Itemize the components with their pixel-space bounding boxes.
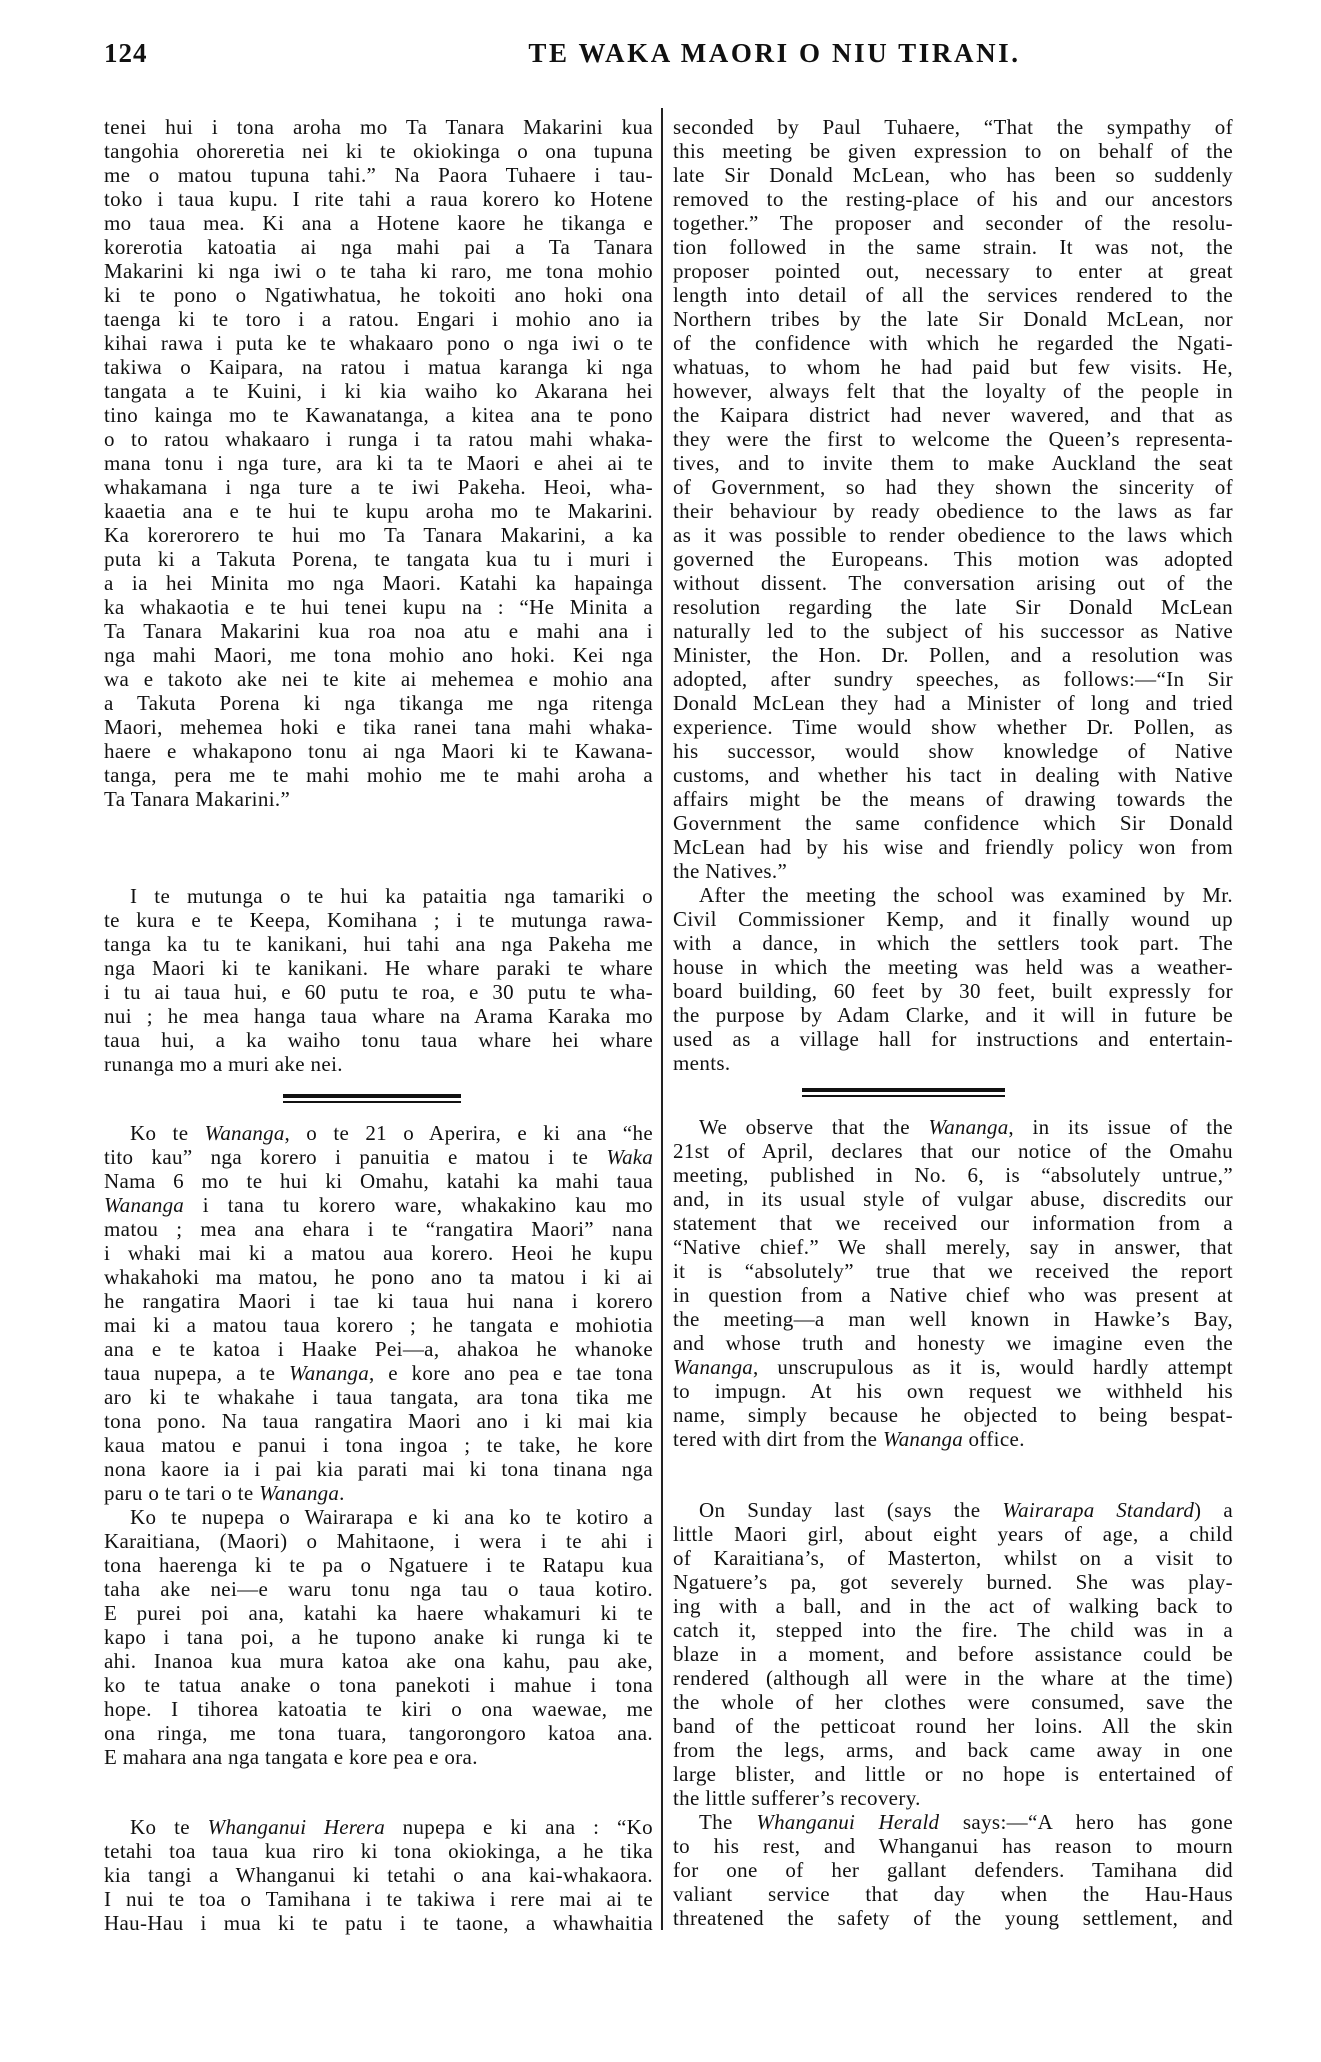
text-line: band of the petticoat round her loins. All the skin (673, 1714, 1233, 1738)
text-line: whakamana i nga ture a te iwi Pakeha. Heoi, wha- (104, 475, 653, 499)
text-line: they were the first to welcome the Queen’s representa- (673, 427, 1233, 451)
text-line: his successor, would show knowledge of Native (673, 739, 1233, 763)
publication-title: Waka (606, 1145, 653, 1169)
text-line: tives, and to invite them to make Auckland the seat (673, 451, 1233, 475)
text-line: I te mutunga o te hui ka pataitia nga tamariki o (130, 884, 653, 908)
text-line: kaaetia ana e te hui te kupu aroha mo te Makarini. (104, 499, 653, 523)
text-line: resolution regarding the late Sir Donald McLean (673, 595, 1233, 619)
publication-title: Wananga (259, 1481, 340, 1505)
text-line: Nama 6 mo te hui ki Omahu, katahi ka mahi taua (104, 1169, 653, 1193)
text-line: Minister, the Hon. Dr. Pollen, and a resolution was (673, 643, 1233, 667)
text-line: ing with a ball, and in the act of walking back to (673, 1594, 1233, 1618)
text-line: board building, 60 feet by 30 feet, built expressly for (673, 979, 1233, 1003)
text-line: Makarini ki nga iwi o te taha ki raro, me tona mohio (104, 259, 653, 283)
text-line: Ngatuere’s pa, got severely burned. She was play- (673, 1570, 1233, 1594)
text-line: ka whakaotia e te hui tenei kupu na : “He Minita a (104, 595, 653, 619)
rule-thin-line (802, 1095, 1005, 1097)
text-line: tangata a te Kuini, i ki kia waiho ko Akarana hei (104, 379, 653, 403)
text-line: the Kaipara district had never wavered, and that as (673, 403, 1233, 427)
text-line: catch it, stepped into the fire. The child was in a (673, 1618, 1233, 1642)
text-line: proposer pointed out, necessary to enter at great (673, 259, 1233, 283)
text-line: korerotia katoatia ai nga mahi pai a Ta Tanara (104, 235, 653, 259)
text-line: I nui te toa o Tamihana i te takiwa i rere mai ai te (104, 1887, 653, 1911)
text-line: nga Maori ki te kanikani. He whare paraki te whare (104, 956, 653, 980)
text-line: Ko te nupepa o Wairarapa e ki ana ko te kotiro a (130, 1505, 653, 1529)
article-section (673, 1115, 1233, 1451)
article-section (104, 1121, 653, 1769)
text-line: the meeting—a man well known in Hawke’s Bay, (673, 1307, 1233, 1331)
running-title: TE WAKA MAORI O NIU TIRANI. (528, 38, 1021, 68)
text-line: tito kau” nga korero i panuitia e matou i te Waka (104, 1145, 653, 1169)
text-line: E mahara ana nga tangata e kore pea e ora. (104, 1745, 478, 1769)
text-line: it is “absolutely” true that we received the report (673, 1259, 1233, 1283)
text-line: experience. Time would show whether Dr. Pollen, as (673, 715, 1233, 739)
paragraph (104, 1815, 653, 1935)
paragraph (104, 1505, 653, 1769)
text-line: paru o te tari o te Wananga. (104, 1481, 345, 1505)
publication-title: Wairarapa Standard (1002, 1498, 1195, 1522)
text-line: Civil Commissioner Kemp, and it finally wound up (673, 907, 1233, 931)
text-line: tanga ka tu te kanikani, hui tahi ana nga Pakeha me (104, 932, 653, 956)
text-line: governed the Europeans. This motion was adopted (673, 547, 1233, 571)
text-line: runanga mo a muri ake nei. (104, 1052, 343, 1076)
text-line: their behaviour by ready obedience to the laws as far (673, 499, 1233, 523)
text-line: taua nupepa, a te Wananga, e kore ano pea e tae tona (104, 1361, 653, 1385)
text-line: kihai rawa i puta ke te whakaaro pono o nga iwi o te (104, 331, 653, 355)
text-line: removed to the resting-place of his and our ancestors (673, 187, 1233, 211)
text-line: late Sir Donald McLean, who has been so suddenly (673, 163, 1233, 187)
section-separator-rule (283, 1094, 461, 1103)
text-line: of Karaitiana’s, of Masterton, whilst on a visit to (673, 1546, 1233, 1570)
text-line: ko te tatua anake o tona panekoti i mahue i tona (104, 1673, 653, 1697)
article-section (104, 1815, 653, 1935)
text-line: nui ; he mea hanga taua whare na Arama Karaka mo (104, 1004, 653, 1028)
text-line: together.” The proposer and seconder of the resolu- (673, 211, 1233, 235)
text-line: adopted, after sundry speeches, as follows:—“In Sir (673, 667, 1233, 691)
text-line: mo taua mea. Ki ana a Hotene kaore he tikanga e (104, 211, 653, 235)
text-line: with a dance, in which the settlers took part. The (673, 931, 1233, 955)
text-line: and, in its usual style of vulgar abuse, discredits our (673, 1187, 1233, 1211)
text-line: te kura e te Keepa, Komihana ; i te mutunga rawa- (104, 908, 653, 932)
text-line: from the legs, arms, and back came away in one (673, 1738, 1233, 1762)
text-line: a ia hei Minita mo nga Maori. Katahi ka hapainga (104, 571, 653, 595)
text-line: kia tangi a Whanganui ki tetahi o ana kai-whakaora. (104, 1863, 653, 1887)
text-line: taenga ki te toro i a ratou. Engari i mohio ano ia (104, 307, 653, 331)
publication-title: Wananga (288, 1361, 369, 1385)
text-line: the Natives.” (673, 859, 788, 883)
text-line: nga mahi Maori, me tona mohio ano hoki. Kei nga (104, 643, 653, 667)
text-line: kaua matou e panui i tona ingoa ; te take, he kore (104, 1433, 653, 1457)
text-line: ki te pono o Ngatiwhatua, he tokoiti ano hoki ona (104, 283, 653, 307)
article-section (104, 884, 653, 1076)
text-line: seconded by Paul Tuhaere, “That the sympathy of (673, 115, 1233, 139)
text-line: to impugn. At his own request we withheld his (673, 1379, 1233, 1403)
text-line: The Whanganui Herald says:—“A hero has gone (699, 1810, 1233, 1834)
text-line: without dissent. The conversation arising out of the (673, 571, 1233, 595)
text-line: whakahoki ma matou, he pono ano ta matou i ki ai (104, 1265, 653, 1289)
text-line: Ta Tanara Makarini.” (104, 787, 291, 811)
text-line: ahi. Inanoa kua mura katoa ake ona kahu, pau ake, (104, 1649, 653, 1673)
article-section (104, 115, 653, 811)
text-line: in question from a Native chief who was present at (673, 1283, 1233, 1307)
column-divider (661, 108, 663, 1930)
text-line: Ka korerorero te hui mo Ta Tanara Makarini, a ka (104, 523, 653, 547)
text-line: kapo i tana poi, a he tupono anake ki runga ki te (104, 1625, 653, 1649)
text-line: rendered (although all were in the whare at the time) (673, 1666, 1233, 1690)
text-line: E purei poi ana, katahi ka haere whakamuri ki te (104, 1601, 653, 1625)
rule-thick-line (802, 1088, 1005, 1092)
text-line: this meeting be given expression to on behalf of the (673, 139, 1233, 163)
text-line: of the confidence with which he regarded the Ngati- (673, 331, 1233, 355)
text-line: mana tonu i nga ture, ara ki ta te Maori e ahei ai te (104, 451, 653, 475)
text-line: Government the same confidence which Sir Donald (673, 811, 1233, 835)
text-line: house in which the meeting was held was a weather- (673, 955, 1233, 979)
paragraph (104, 1121, 653, 1505)
text-line: blaze in a moment, and before assistance could be (673, 1642, 1233, 1666)
text-line: nona kaore ia i pai kia parati mai ki tona tinana nga (104, 1457, 653, 1481)
text-line: used as a village hall for instructions and entertain- (673, 1027, 1233, 1051)
text-line: Ko te Whanganui Herera nupepa e ki ana : “Ko (130, 1815, 654, 1839)
text-line: Hau-Hau i mua ki te patu i te taone, a whawhaitia (104, 1911, 653, 1935)
text-line: tion followed in the same strain. It was not, the (673, 235, 1233, 259)
text-line: threatened the safety of the young settlement, and (673, 1906, 1233, 1930)
text-line: takiwa o Kaipara, na ratou i matua karanga ki nga (104, 355, 653, 379)
article-section (673, 115, 1233, 1075)
text-line: haere e whakapono tonu ai nga Maori ki te Kawana- (104, 739, 653, 763)
paragraph (104, 884, 653, 1076)
text-line: We observe that the Wananga, in its issue of the (699, 1115, 1233, 1139)
text-line: Ta Tanara Makarini kua roa noa atu e mahi ana i (104, 619, 653, 643)
paragraph (673, 115, 1233, 883)
text-line: mai ki a matou taua korero ; he tangata e mohiotia (104, 1313, 653, 1337)
text-line: ona ringa, me tona tuara, tangorongoro katoa ana. (104, 1721, 653, 1745)
text-line: little Maori girl, about eight years of age, a child (673, 1522, 1233, 1546)
text-line: name, simply because he objected to being bespat- (673, 1403, 1233, 1427)
text-line: ana e te katoa i Haake Pei—a, ahakoa he whanoke (104, 1337, 653, 1361)
text-line: meeting, published in No. 6, is “absolutely untrue,” (673, 1163, 1233, 1187)
text-line: Donald McLean they had a Minister of long and tried (673, 691, 1233, 715)
text-line: aro ki te whakahe i taua tangata, ara tona tika me (104, 1385, 653, 1409)
rule-thick-line (283, 1094, 461, 1098)
text-line: the purpose by Adam Clarke, and it will in future be (673, 1003, 1233, 1027)
publication-title: Wananga (673, 1355, 753, 1379)
text-line: Karaitiana, (Maori) o Mahitaone, i wera i te ahi i (104, 1529, 653, 1553)
publication-title: Wananga (104, 1193, 184, 1217)
publication-title: Wananga (882, 1427, 963, 1451)
text-line: matou ; mea ana ehara i te “rangatira Maori” nana (104, 1217, 653, 1241)
text-line: Maori, mehemea hoki e tika ranei tana mahi whaka- (104, 715, 653, 739)
text-line: tona haerenga ki te pa o Ngatuere i te Ratapu kua (104, 1553, 653, 1577)
text-line: “Native chief.” We shall merely, say in answer, that (673, 1235, 1233, 1259)
text-line: to his rest, and Whanganui has reason to mourn (673, 1834, 1233, 1858)
text-line: of Government, so had they shown the sincerity of (673, 475, 1233, 499)
publication-title: Wananga (928, 1115, 1009, 1139)
publication-title: Whanganui Herald (756, 1810, 940, 1834)
paragraph (673, 1115, 1233, 1451)
text-line: a Takuta Porena ki nga tikanga me nga ritenga (104, 691, 653, 715)
text-line: and whose truth and honesty we imagine even the (673, 1331, 1233, 1355)
text-line: naturally led to the subject of his successor as Native (673, 619, 1233, 643)
text-line: me o matou tupuna tahi.” Na Paora Tuhaere i tau- (104, 163, 653, 187)
text-line: customs, and whether his tact in dealing with Native (673, 763, 1233, 787)
text-line: the whole of her clothes were consumed, save the (673, 1690, 1233, 1714)
text-line: i whaki mai ki a matou aua korero. Heoi he kupu (104, 1241, 653, 1265)
text-line: tino kainga mo te Kawanatanga, a kitea ana te pono (104, 403, 653, 427)
text-line: tetahi toa taua kua riro ki tona okiokinga, a he tika (104, 1839, 653, 1863)
page-number: 124 (104, 38, 148, 68)
text-line: On Sunday last (says the Wairarapa Standard) a (699, 1498, 1233, 1522)
text-line: Wananga i tana tu korero ware, whakakino kau mo (104, 1193, 653, 1217)
text-line: tona pono. Na taua rangatira Maori ano i ki mai kia (104, 1409, 653, 1433)
text-line: the little sufferer’s recovery. (673, 1786, 921, 1810)
text-line: as it was possible to render obedience to the laws which (673, 523, 1233, 547)
paragraph (673, 1810, 1233, 1930)
publication-title: Whanganui Herera (207, 1815, 385, 1839)
text-line: hope. I tihorea katoatia te kiri o ona waewae, me (104, 1697, 653, 1721)
text-line: however, always felt that the loyalty of the people in (673, 379, 1233, 403)
text-line: wa e takoto ake nei te kite ai mehemea e mohio ana (104, 667, 653, 691)
text-line: tanga, pera me te mahi mohio me te mahi aroha a (104, 763, 653, 787)
text-line: he rangatira Maori i tae ki taua hui nana i korero (104, 1289, 653, 1313)
paragraph (104, 115, 653, 811)
text-line: tenei hui i tona aroha mo Ta Tanara Makarini kua (104, 115, 653, 139)
section-separator-rule (802, 1088, 1005, 1097)
article-section (673, 1498, 1233, 1930)
publication-title: Wananga (204, 1121, 285, 1145)
paragraph (673, 883, 1233, 1075)
text-line: tangohia ohoreretia nei ki te okiokinga o ona tupuna (104, 139, 653, 163)
text-line: valiant service that day when the Hau-Haus (673, 1882, 1233, 1906)
text-line: McLean had by his wise and friendly policy won from (673, 835, 1233, 859)
paragraph (673, 1498, 1233, 1810)
text-line: for one of her gallant defenders. Tamihana did (673, 1858, 1233, 1882)
text-line: large blister, and little or no hope is entertained of (673, 1762, 1233, 1786)
text-line: 21st of April, declares that our notice of the Omahu (673, 1139, 1233, 1163)
text-line: Ko te Wananga, o te 21 o Aperira, e ki ana “he (130, 1121, 653, 1145)
text-line: affairs might be the means of drawing towards the (673, 787, 1233, 811)
text-line: puta ki a Takuta Porena, te tangata kua tu i muri i (104, 547, 653, 571)
text-line: tered with dirt from the Wananga office. (673, 1427, 1025, 1451)
rule-thin-line (283, 1101, 461, 1103)
text-line: ments. (673, 1051, 731, 1075)
text-line: statement that we received our information from a (673, 1211, 1233, 1235)
text-line: whatuas, to whom he had paid but few visits. He, (673, 355, 1233, 379)
text-line: i tu ai taua hui, e 60 putu te roa, e 30 putu te wha- (104, 980, 653, 1004)
text-line: taua hui, a ka waiho tonu taua whare hei whare (104, 1028, 653, 1052)
text-line: toko i taua kupu. I rite tahi a raua korero ko Hotene (104, 187, 653, 211)
text-line: Wananga, unscrupulous as it is, would hardly attempt (673, 1355, 1233, 1379)
text-line: o to ratou whakaaro i runga i ta ratou mahi whaka- (104, 427, 653, 451)
text-line: length into detail of all the services rendered to the (673, 283, 1233, 307)
text-line: taha ake nei—e waru tonu nga tau o taua kotiro. (104, 1577, 653, 1601)
text-line: Northern tribes by the late Sir Donald McLean, nor (673, 307, 1233, 331)
text-line: After the meeting the school was examined by Mr. (699, 883, 1233, 907)
